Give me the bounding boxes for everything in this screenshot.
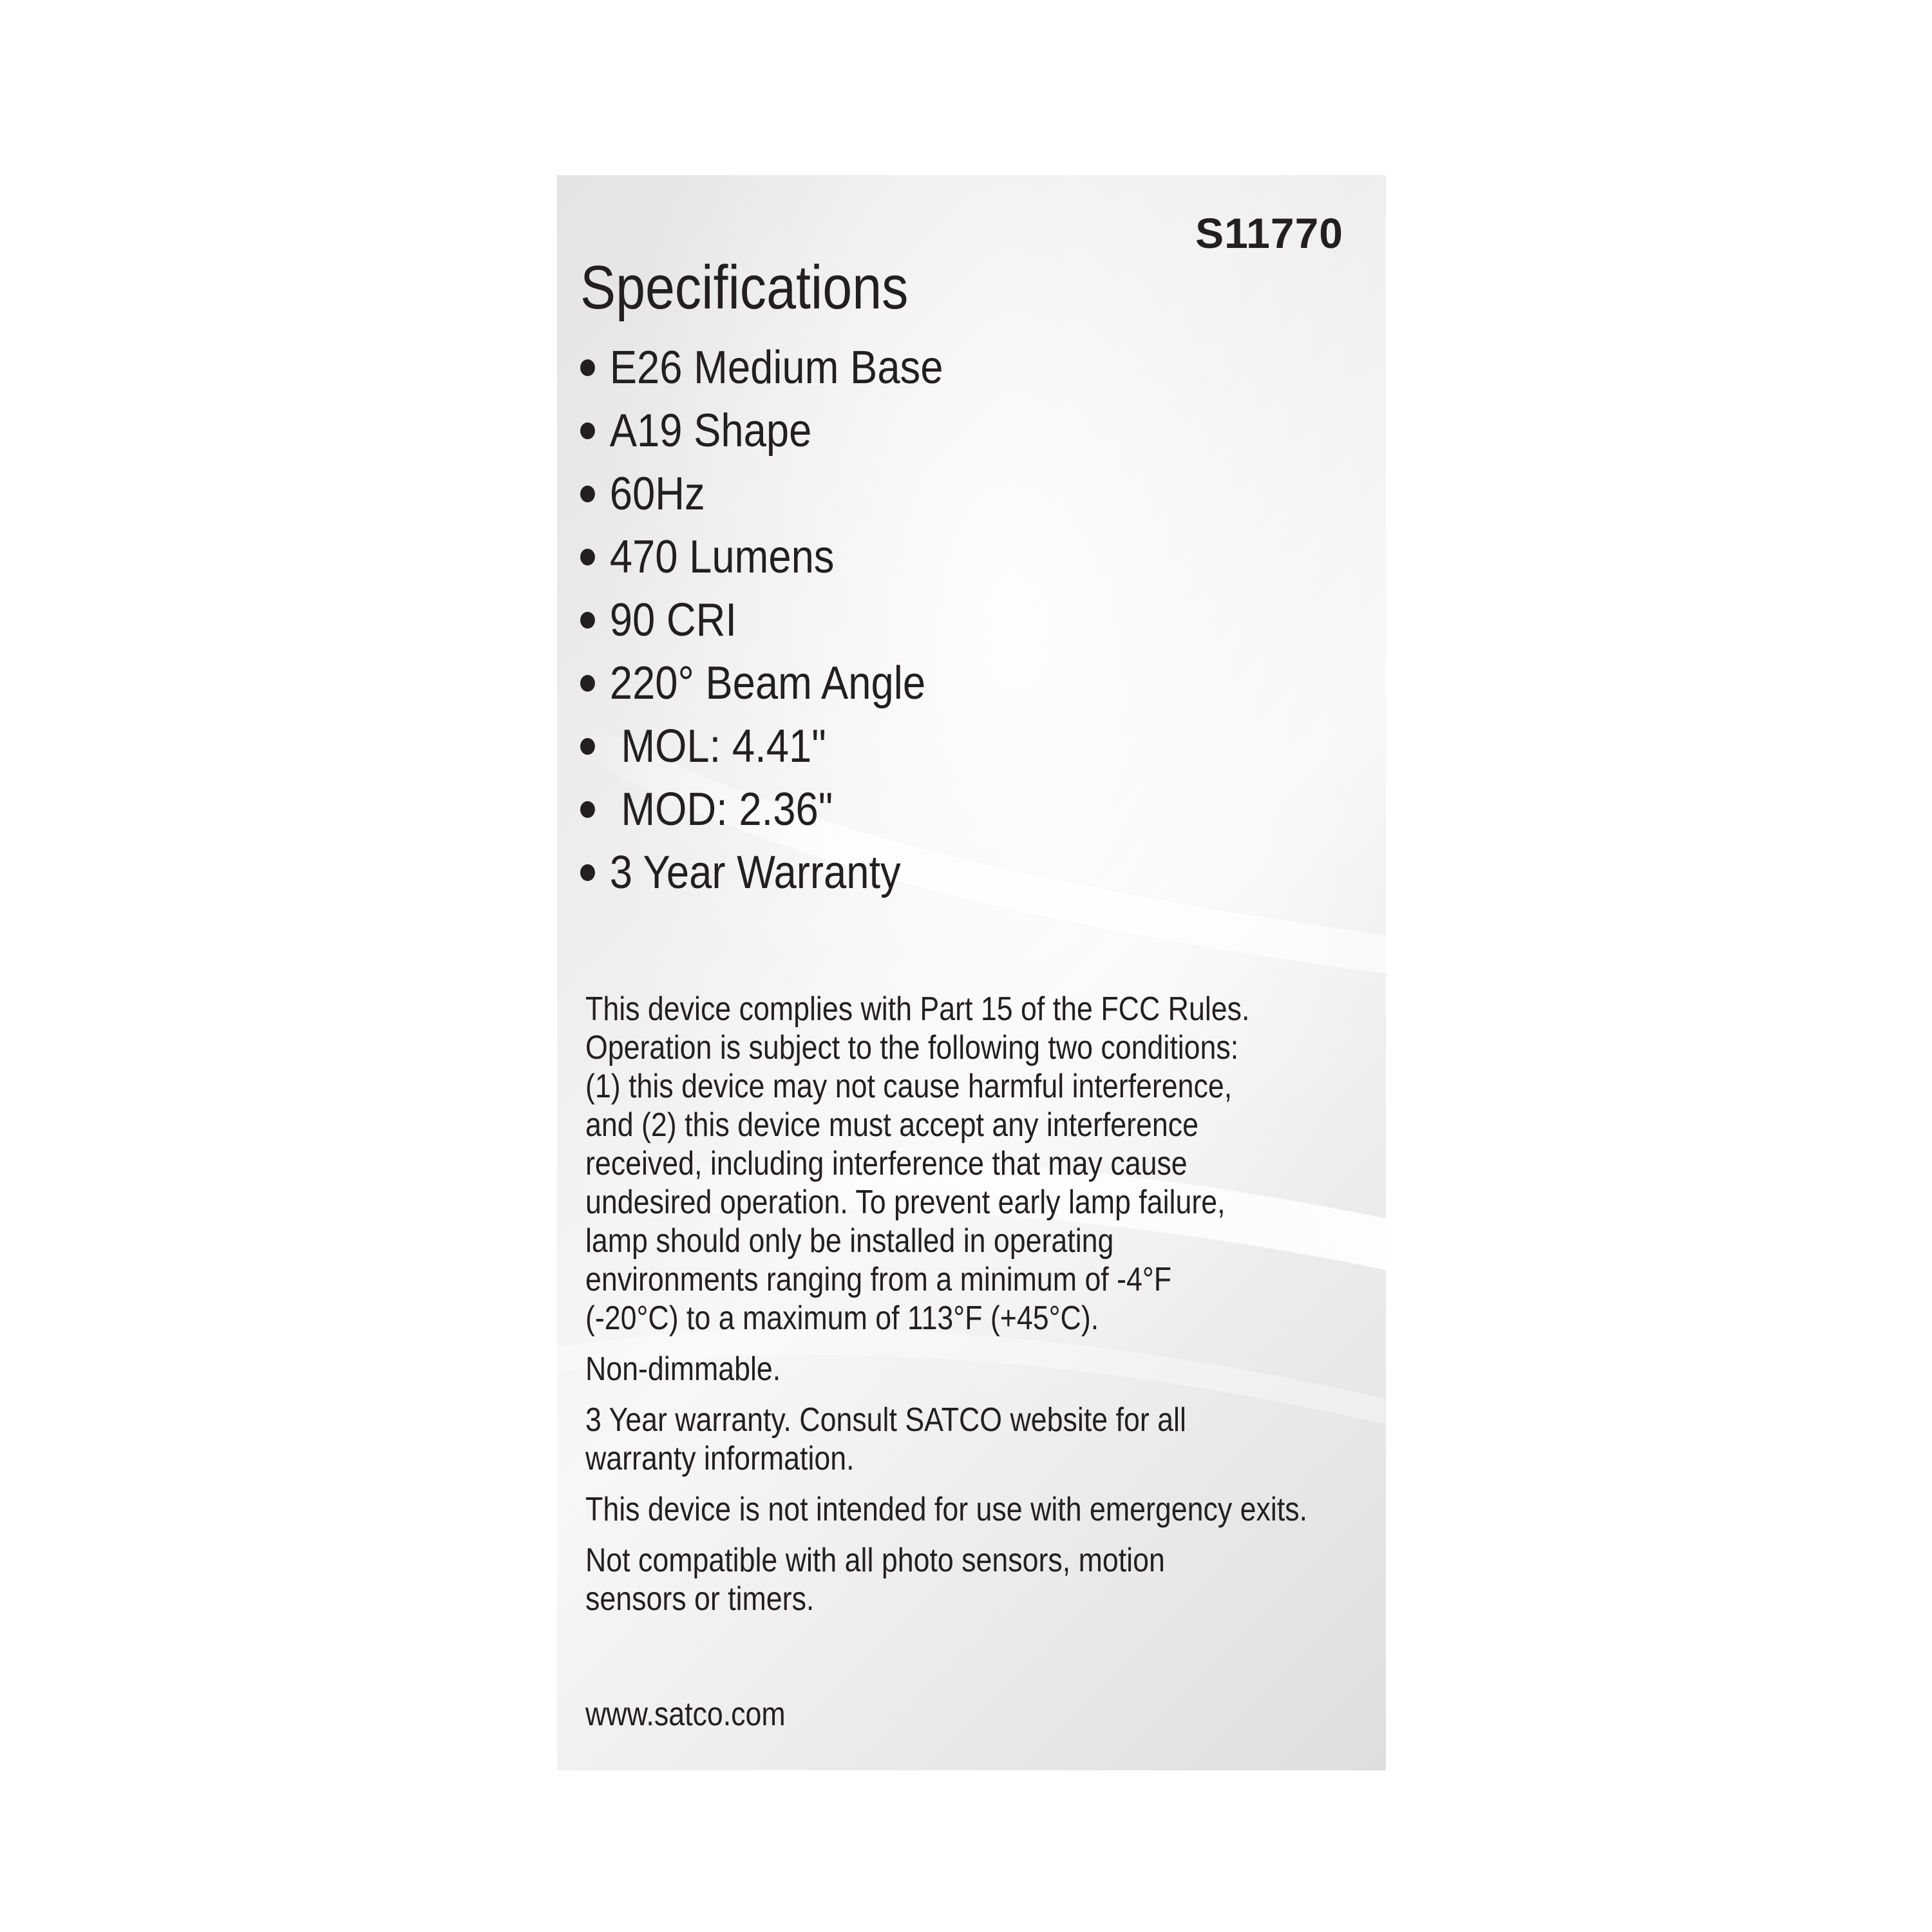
spec-text: 90 CRI (609, 594, 737, 646)
bullet-icon (580, 359, 595, 376)
spec-item (580, 589, 943, 652)
specifications-list (580, 336, 992, 904)
spec-text: 3 Year Warranty (609, 847, 901, 898)
spec-item (580, 399, 943, 462)
spec-text: MOL: 4.41" (609, 721, 826, 772)
emergency-note: This device is not intended for use with emergency exits. (585, 1491, 1308, 1528)
product-sku: S11770 (1195, 209, 1343, 257)
spec-text: A19 Shape (609, 405, 812, 457)
spec-item (580, 778, 943, 841)
spec-text: 60Hz (609, 468, 705, 520)
spec-item (580, 715, 943, 778)
bullet-icon (580, 612, 595, 629)
spec-text: 220° Beam Angle (609, 658, 926, 709)
spec-item (580, 652, 943, 715)
spec-item (580, 841, 943, 904)
specifications-heading: Specifications (580, 253, 909, 322)
bullet-icon (580, 422, 595, 439)
specification-panel (557, 175, 1386, 1770)
bullet-icon (580, 675, 595, 692)
spec-text: E26 Medium Base (609, 342, 943, 393)
bullet-icon (580, 801, 595, 818)
warranty-note: 3 Year warranty. Consult SATCO website for all warranty information. (585, 1401, 1186, 1477)
spec-item (580, 462, 943, 526)
spec-item (580, 526, 943, 589)
bullet-icon (580, 738, 595, 755)
spec-item (580, 336, 943, 399)
bullet-icon (580, 549, 595, 565)
website-url: www.satco.com (585, 1696, 786, 1733)
bullet-icon (580, 486, 595, 502)
bullet-icon (580, 864, 595, 881)
spec-text: 470 Lumens (609, 531, 835, 583)
fcc-statement: This device complies with Part 15 of the FCC Rules. Operation is subject to the following two conditions: (1) this device may not cause harmful interference, and (2) this device must accept any interference received, including interference that may cause undesired operation. To prevent early lamp failure, lamp should only be installed in operating environments ranging from a minimum of -4°F (-20°C) to a maximum of 113°F (+45°C). (585, 990, 1250, 1337)
compliance-notes (585, 990, 1361, 1631)
dimming-note: Non-dimmable. (585, 1350, 781, 1388)
spec-text: MOD: 2.36" (609, 784, 833, 835)
compatibility-note: Not compatible with all photo sensors, motion sensors or timers. (585, 1542, 1165, 1618)
